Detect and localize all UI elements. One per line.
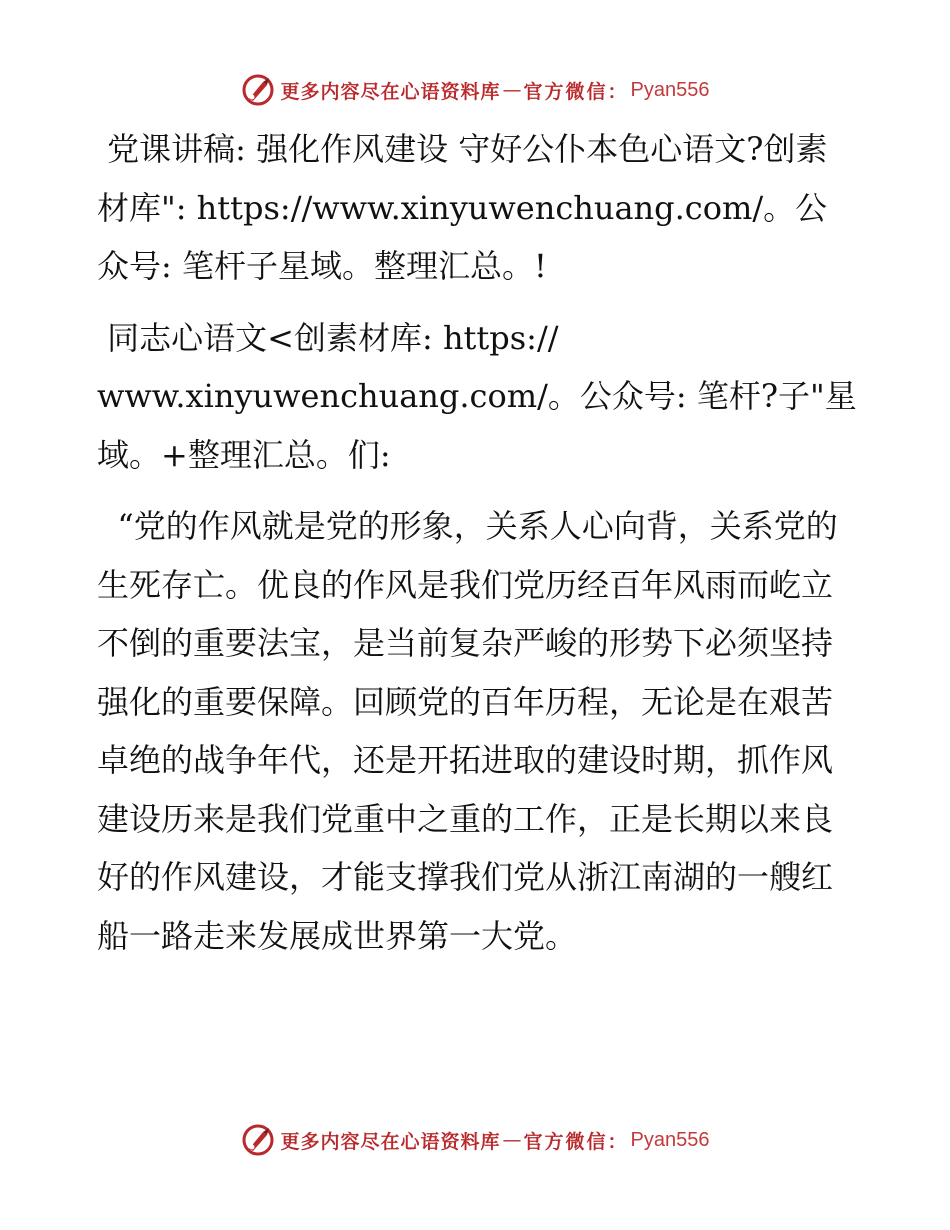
header-watermark-banner (0, 70, 950, 110)
quill-seal-logo-icon (241, 73, 275, 107)
footer-watermark-banner (0, 1120, 950, 1160)
document-body (97, 120, 857, 978)
footer-watermark-separator: — (502, 1129, 522, 1151)
header-watermark-separator: — (502, 79, 522, 101)
header-watermark-text: 更多内容尽在心语资料库 (280, 80, 501, 103)
footer-watermark-wechat-id: Pyan556 (630, 1128, 710, 1151)
footer-watermark-text: 更多内容尽在心语资料库 (280, 1130, 501, 1153)
document-paragraph-salutation: 同志心语文<创素材库: https:// www.xinyuwenchuang.com/。公众号: 笔杆?子"星域。+整理汇总。们: (97, 318, 857, 474)
footer-watermark-wechat-label: 官方微信： (523, 1130, 629, 1153)
header-watermark-wechat-id: Pyan556 (630, 78, 710, 101)
footer-watermark-inner (241, 1123, 710, 1157)
header-watermark-inner (241, 73, 710, 107)
document-paragraph-title: 党课讲稿: 强化作风建设 守好公仆本色心语文?创素材库": https://www.xinyuwenchuang.com/。公众号: 笔杆子星域。整理汇总。! (97, 130, 828, 285)
header-watermark-wechat-label: 官方微信： (523, 80, 629, 103)
quill-seal-logo-icon (241, 1123, 275, 1157)
document-paragraph-body: “党的作风就是党的形象，关系人心向背，关系党的生死存亡。优良的作风是我们党历经百年风雨而屹立不倒的重要法宝，是当前复杂严峻的形势下必须坚持强化的重要保障。回顾党的百年历程，无论是在艰苦卓绝的战争年代，还是开拓进取的建设时期，抓作风建设历来是我们党重中之重的工作，正是长期以来良好的作风建设，才能支撑我们党从浙江南湖的一艘红船一路走来发展成世界第一大党。 (97, 507, 838, 955)
